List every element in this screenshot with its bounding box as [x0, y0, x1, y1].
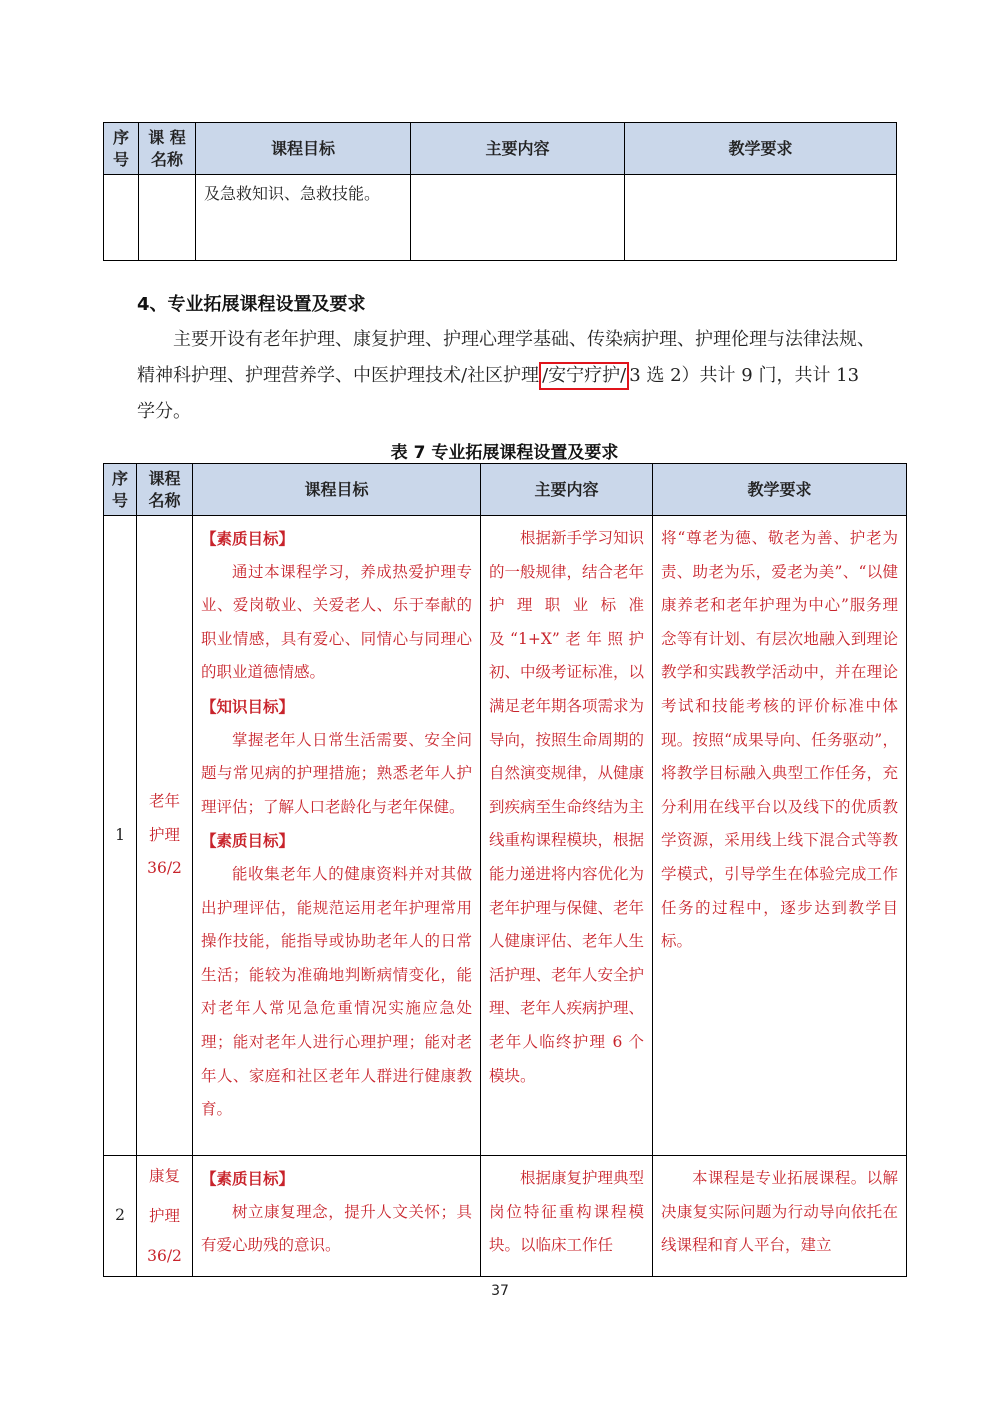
course-hours: 36/2 — [147, 1247, 182, 1265]
cell-requirement — [625, 175, 897, 261]
page-number: 37 — [491, 1283, 509, 1299]
intro-paragraph — [137, 322, 882, 430]
cell-requirement: 本课程是专业拓展课程。以解决康复实际问题为行动导向依托在线课程和育人平台，建立 — [653, 1156, 907, 1277]
cell-content: 根据康复护理典型岗位特征重构课程模块。以临床工作任 — [481, 1156, 653, 1277]
cell-name — [139, 175, 196, 261]
course-table — [103, 463, 907, 1277]
cell-course-name — [137, 516, 193, 1156]
goal-knowledge-text: 掌握老年人日常生活需要、安全问题与常见病的护理措施；熟悉老年人护理评估；了解人口老龄化与老年保健。 — [201, 730, 472, 816]
table-caption: 表 7 专业拓展课程设置及要求 — [390, 443, 619, 463]
cell-content: 根据新手学习知识的一般规律，结合老年护理职业标准及“1+X”老年照护初、中级考证标准，以满足老年期各项需求为导向，按照生命周期的自然演变规律，从健康到疾病至生命终结为主线重构课程模块，根据能力递进将内容优化为老年护理与保健、老年人健康评估、老年人生活护理、老年人安全护理、老年人疾病护理、老年人临终护理 6 个模块。 — [481, 516, 653, 1156]
goal-ability-text: 能收集老年人的健康资料并对其做出护理评估，能规范运用老年护理常用操作技能，能指导或协助老年人的日常生活；能较为准确地判断病情变化，能对老年人常见急危重情况实施应急处理；能对老年人进行心理护理；能对老年人、家庭和社区老年人群进行健康教育。 — [201, 864, 472, 1119]
intro-text: 主要开设有老年护理、康复护理、护理心理学基础、传染病护理、护理伦理与法律法规、精神科护理、护理营养学、中医护理技术/社区护理 — [137, 329, 875, 386]
cell-requirement: 将“尊老为德、敬老为善、护老为责、助老为乐，爱老为美”、“以健康养老和老年护理为中心”服务理念等有计划、有层次地融入到理论教学和实践教学活动中，并在理论考试和技能考核的评价标准中体现。按照“成果导向、任务驱动”，将教学目标融入典型工作任务，充分利用在线平台以及线下的优质教学资源，采用线上线下混合式等教学模式，引导学生在体验完成工作任务的过程中，逐步达到教学目标。 — [653, 516, 907, 1156]
header-goal: 课程目标 — [196, 123, 411, 175]
course-name: 康复护理 — [148, 1167, 180, 1225]
goal-ability-tag: 【素质目标】 — [201, 831, 295, 851]
table-row — [104, 1156, 907, 1277]
goal-quality-tag: 【素质目标】 — [201, 1169, 295, 1188]
header-course-name: 课 程 名称 — [139, 123, 196, 175]
cell-seq: 1 — [104, 516, 137, 1156]
table-row — [104, 516, 907, 1156]
cell-seq — [104, 175, 139, 261]
cell-content — [411, 175, 625, 261]
highlight-box: /安宁疗护/ — [539, 362, 629, 390]
cell-goal — [193, 516, 481, 1156]
header-goal: 课程目标 — [193, 464, 481, 516]
header-course-name: 课程 名称 — [137, 464, 193, 516]
header-content: 主要内容 — [411, 123, 625, 175]
goal-knowledge-tag: 【知识目标】 — [201, 696, 295, 716]
intro-text-end: 3 选 2）共计 9 门，共计 13 学分。 — [137, 365, 860, 422]
header-requirement: 教学要求 — [625, 123, 897, 175]
course-hours: 36/2 — [147, 859, 182, 878]
table-header-row — [104, 123, 897, 175]
goal-quality-text: 通过本课程学习，养成热爱护理专业、爱岗敬业、关爱老人、乐于奉献的职业情感，具有爱心、同情心与同理心的职业道德情感。 — [201, 562, 472, 682]
cell-goal: 及急救知识、急救技能。 — [196, 175, 411, 261]
header-seq: 序 号 — [104, 464, 137, 516]
header-seq: 序 号 — [104, 123, 139, 175]
header-requirement: 教学要求 — [653, 464, 907, 516]
course-name: 老年护理 — [148, 792, 180, 844]
header-content: 主要内容 — [481, 464, 653, 516]
section-heading: 4、专业拓展课程设置及要求 — [137, 294, 366, 315]
table-header-row — [104, 464, 907, 516]
continuation-table — [103, 122, 897, 261]
table-row — [104, 175, 897, 261]
goal-quality-tag: 【素质目标】 — [201, 529, 295, 548]
cell-goal — [193, 1156, 481, 1277]
cell-seq: 2 — [104, 1156, 137, 1277]
goal-quality-text: 树立康复理念，提升人文关怀；具有爱心助残的意识。 — [201, 1202, 472, 1255]
cell-course-name — [137, 1156, 193, 1277]
